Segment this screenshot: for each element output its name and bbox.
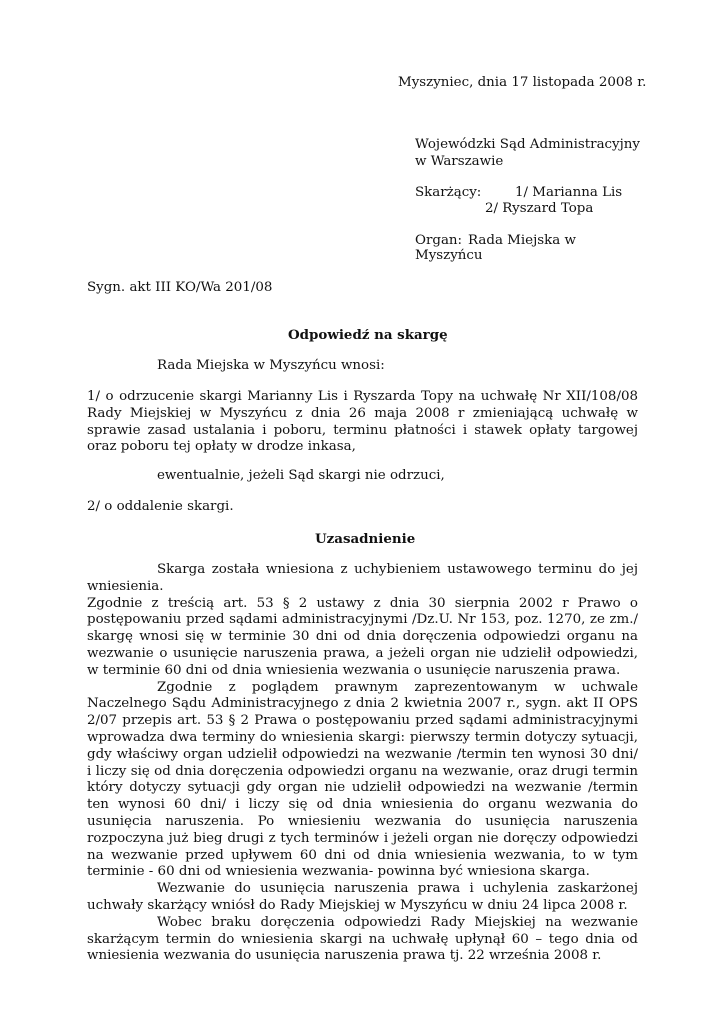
document-title: Odpowiedź na skargę: [288, 327, 448, 343]
alternative-request: ewentualnie, jeżeli Sąd skargi nie odrzuci,: [157, 468, 445, 483]
complainant-2: 2/ Ryszard Topa: [485, 201, 594, 216]
request-1: 1/ o odrzucenie skargi Marianny Lis i Ryszarda Topy na uchwałę Nr XII/108/08 Rady Miejskiej w Myszyńcu z dnia 26 maja 2008 r zmieniającą uchwałę w sprawie zasad ustalania i poboru, terminu płatności i stawek opłaty targowej oraz poboru tej opłaty w drodze inkasa,: [87, 389, 638, 455]
paragraph-1: Skarga została wniesiona z uchybieniem ustawowego terminu do jej wniesienia.: [87, 562, 638, 594]
organ-label: Organ:: [415, 233, 463, 248]
paragraph-5: Wobec braku doręczenia odpowiedzi Rady Miejskiej na wezwanie skarżącym termin do wniesienia skargi na uchwałę upłynął 60 – tego dnia od wniesienia wezwania do usunięcia naruszenia prawa tj. 22 września 2008 r.: [87, 914, 638, 964]
court-name: Wojewódzki Sąd Administracyjny: [415, 137, 640, 152]
justification-heading: Uzasadnienie: [315, 531, 416, 547]
request-2: 2/ o oddalenie skargi.: [87, 499, 234, 514]
complainant-1: 1/ Marianna Lis: [515, 185, 623, 200]
paragraph-4: Wezwanie do usunięcia naruszenia prawa i uchylenia zaskarżonej uchwały skarżący wniósł do Rady Miejskiej w Myszyńcu w dniu 24 lipca 2008 r.: [87, 881, 638, 913]
place-date: Myszyniec, dnia 17 listopada 2008 r.: [398, 75, 647, 90]
justification-body: [87, 562, 638, 965]
organ-name-continued: Myszyńcu: [415, 248, 483, 263]
paragraph-2: Zgodnie z treścią art. 53 § 2 ustawy z dnia 30 sierpnia 2002 r Prawo o postępowaniu przed sądami administracyjnymi /Dz.U. Nr 153, poz. 1270, ze zm./ skargę wnosi się w terminie 30 dni od dnia doręczenia odpowiedzi organu na wezwanie o usunięcie naruszenia prawa, a jeżeli organ nie udzielił odpowiedzi, w terminie 60 dni od dnia wniesienia wezwania o usunięcie naruszenia prawa.: [87, 595, 638, 678]
paragraph-3: Zgodnie z poglądem prawnym zaprezentowanym w uchwale Naczelnego Sądu Administracyjnego z dnia 2 kwietnia 2007 r., sygn. akt II OPS 2/07 przepis art. 53 § 2 Prawa o postępowaniu przed sądami administracyjnymi wprowadza dwa terminy do wniesienia skargi: pierwszy termin dotyczy sytuacji, gdy właściwy organ udzielił odpowiedzi na wezwanie /termin ten wynosi 30 dni/ i liczy się od dnia doręczenia odpowiedzi organu na wezwanie, oraz drugi termin który dotyczy sytuacji gdy organ nie udzielił odpowiedzi na wezwanie /termin ten wynosi 60 dni/ i liczy się od dnia wniesienia do organu wezwania do usunięcia naruszenia. Po wniesieniu wezwania do usunięcia naruszenia rozpoczyna już bieg drugi z tych terminów i jeżeli organ nie doręczy odpowiedzi na wezwanie przed upływem 60 dni od dnia wniesienia wezwania, to w tym terminie - 60 dni od wniesienia wezwania- powinna być wniesiona skarga.: [87, 679, 638, 880]
case-reference: Sygn. akt III KO/Wa 201/08: [87, 280, 273, 295]
court-city: w Warszawie: [415, 154, 504, 169]
intro-text: Rada Miejska w Myszyńcu wnosi:: [157, 358, 385, 373]
organ-name: Rada Miejska w: [468, 233, 576, 248]
complainants-label: Skarżący:: [415, 185, 482, 200]
